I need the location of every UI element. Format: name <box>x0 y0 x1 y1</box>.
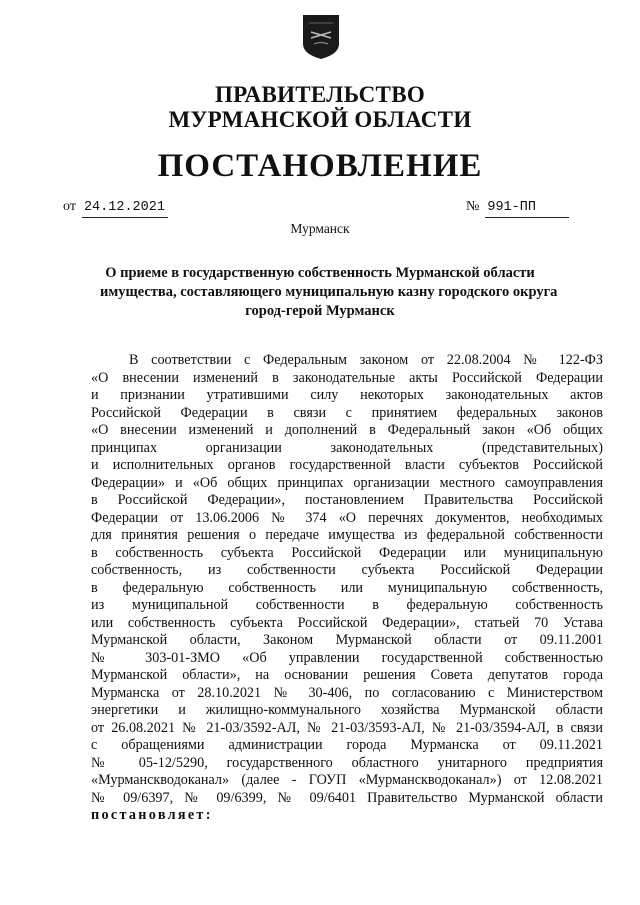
city-name: Мурманск <box>290 221 350 236</box>
body-line: «О внесении изменений и дополнений в Федеральный закон «Об общих <box>91 422 603 438</box>
body-line: от 26.08.2021 № 21-03/3592-АЛ, № 21-03/3593-АЛ, № 21-03/3594-АЛ, в связи <box>91 719 603 736</box>
number-prefix: № <box>466 199 480 214</box>
resolution-keyword: постановляет: <box>91 807 213 823</box>
body-line: и исполнительных органов государственной власти субъектов Российской <box>91 457 603 473</box>
date-field <box>63 198 168 218</box>
date-value: 24.12.2021 <box>82 199 168 218</box>
body-line: собственность, из собственности субъекта Российской Федерации <box>91 562 603 578</box>
number-field <box>466 198 569 218</box>
body-line: № 05-12/5290, государственного областного унитарного предприятия <box>91 754 603 771</box>
body-line: Мурманска от 28.10.2021 № 30-406, по согласованию с Министерством <box>91 684 603 701</box>
body-line: Мурманской области, Законом Мурманской области от 09.11.2001 <box>91 632 603 648</box>
number-value: 991-ПП <box>485 199 569 218</box>
document-subject <box>100 264 558 321</box>
body-line: № 303-01-ЗМО «Об управлении государственной собственностью <box>91 649 603 666</box>
body-line: и признании утратившими силу некоторых законодательных актов <box>91 387 603 403</box>
body-line: Федерации» и «Об общих принципах организации местного самоуправления <box>91 474 603 491</box>
document-body <box>91 352 603 825</box>
body-line: в федеральную собственность или муниципальную собственность, <box>91 579 603 596</box>
subject-line: город-герой Мурманск <box>245 303 395 319</box>
org-name-line2: МУРМАНСКОЙ ОБЛАСТИ <box>168 107 472 132</box>
document-type: ПОСТАНОВЛЕНИЕ <box>157 148 483 184</box>
body-line: с обращениями администрации города Мурманска от 09.11.2021 <box>91 737 603 753</box>
body-line: В соответствии с Федеральным законом от 22.08.2004 № 122-ФЗ <box>129 352 603 368</box>
date-prefix: от <box>63 199 76 214</box>
body-line: или собственность субъекта Российской Федерации», статьей 70 Устава <box>91 614 603 631</box>
body-line: Федерации от 13.06.2006 № 374 «О перечнях документов, необходимых <box>91 509 603 526</box>
body-line: принципах организации законодательных (представительных) <box>91 439 603 456</box>
body-line: в Российской Федерации», постановлением Правительства Российской <box>91 492 603 508</box>
org-name-line1: ПРАВИТЕЛЬСТВО <box>214 82 426 107</box>
body-line: для принятия решения о передаче имущества из федеральной собственности <box>91 527 603 543</box>
subject-line: имущества, составляющего муниципальную казну городского округа <box>100 284 558 300</box>
body-line: «О внесении изменений в законодательные акты Российской Федерации <box>91 369 603 386</box>
body-line: энергетики и жилищно-коммунального хозяйства Мурманской области <box>91 702 603 718</box>
body-line: «Мурманскводоканал» (далее - ГОУП «Мурманскводоканал») от 12.08.2021 <box>91 772 603 788</box>
body-line: Российской Федерации в связи с принятием федеральных законов <box>91 404 603 421</box>
subject-line: О приеме в государственную собственность Мурманской области <box>105 265 535 281</box>
coat-of-arms-icon <box>302 14 340 60</box>
body-line: № 09/6397, № 09/6399, № 09/6401 Правительство Мурманской области <box>91 789 603 806</box>
body-line: из муниципальной собственности в федеральную собственность <box>91 597 603 613</box>
body-line: в собственность субъекта Российской Федерации или муниципальную <box>91 544 603 561</box>
body-line: Мурманской области», на основании решения Совета депутатов города <box>91 667 603 683</box>
